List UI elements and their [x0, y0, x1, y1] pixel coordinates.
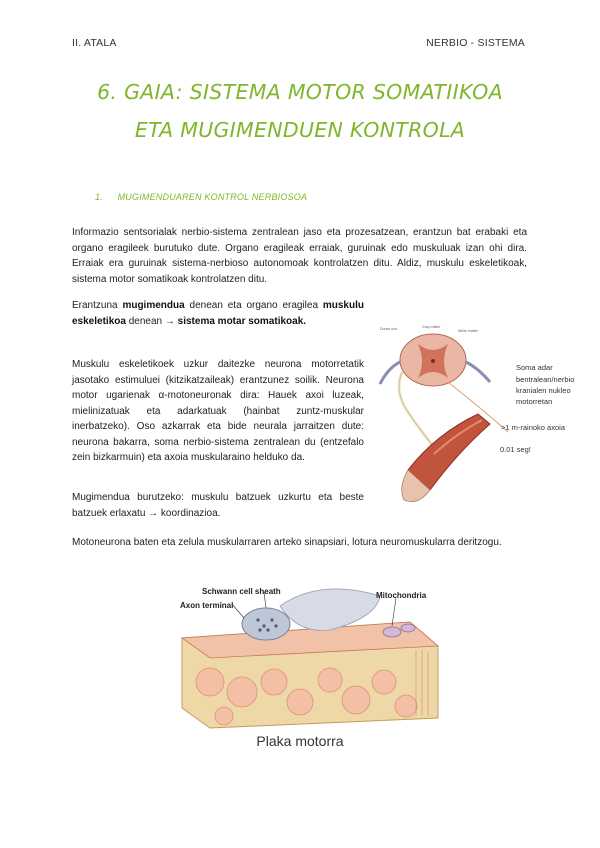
section-heading: [95, 192, 307, 202]
section-label: MUGIMENDUAREN KONTROL NERBIOSOA: [117, 192, 308, 202]
header-right: NERBIO - SISTEMA: [426, 37, 525, 49]
bold-term: mugimendua: [122, 300, 185, 311]
fig2-axon-terminal-label: Axon terminal: [180, 601, 234, 610]
fig2-schwann-label: Schwann cell sheath: [202, 587, 281, 596]
paragraph-coordination: Mugimendua burutzeko: muskulu batzuek uzkurtu eta beste batzuek erlaxatu → koordinazioa.: [72, 492, 364, 519]
motor-end-plate-figure: [180, 578, 440, 728]
paragraph-neuromuscular: Motoneurona baten eta zelula muskularraren arteko sinapsiari, lotura neuromuskularra deritzogu.: [72, 537, 502, 548]
title-line-2: ETA MUGIMENDUEN KONTROLA: [134, 118, 466, 142]
header-left: II. ATALA: [72, 37, 117, 49]
bold-term: sistema motar somatikoak.: [177, 315, 307, 327]
figure-caption: Plaka motorra: [256, 733, 344, 749]
paragraph-intro: Informazio sentsorialak nerbio-sistema zentralean jaso eta prozesatzean, erantzun bat erabaki eta organo eragileek burutuko dute. Organo eragileak erraiak, guruinak edo muskuluak izan ohi dira. Erraiak era guruinak sistema-nerbioso autonomoak kontrolatzen ditu. Aldiz, muskulu eskeletikoak, sistema motor somatikoak kontrolatzen ditu.: [72, 227, 527, 285]
fig1-time-label: 0.01 seg!: [500, 445, 531, 454]
bold-term: muskulu eskeletikoa: [72, 300, 364, 327]
fig1-label-2: bentralean/nerbio: [516, 375, 575, 384]
text-span: denean eta organo eragilea: [184, 300, 323, 311]
paragraph-motoneurons: Muskulu eskeletikoek uzkur daitezke neurona motorretatik jasotako estimuluei (kitzikatzaileak) erantzunez soilik. Neurona motor ugarienak α-motoneuronak dira: Hauek axoi luzeak, mielinizatuak eta adarkatuak (hainbat zuntz-muskular inerbatzeko). Oso azkarrak eta bide neurala jarraitzen dute: neurona bakarra, soma nerbio-sistema zentralean du (entzefalo zein bizkarmuin) eta axoia muskularaino helduko da.: [72, 359, 364, 463]
fig1-label-3: kranialen nukleo: [516, 386, 571, 395]
text-span: denean →: [125, 315, 178, 327]
title-line-1: 6. GAIA: SISTEMA MOTOR SOMATIIKOA: [97, 80, 503, 104]
fig1-label-4: motorretan: [516, 397, 553, 406]
svg-text:White matter: White matter: [458, 329, 478, 333]
svg-text:Gray matter: Gray matter: [422, 325, 441, 329]
svg-text:Dorsal root: Dorsal root: [380, 327, 398, 331]
section-number: 1.: [95, 192, 103, 202]
spinal-cord-figure: [378, 322, 575, 508]
fig1-label-1: Soma adar: [516, 363, 553, 372]
fig1-axon-label: >1 m-rainoko axoia: [501, 423, 565, 432]
fig2-mitochondria-label: Mitochondria: [376, 591, 427, 600]
text-span: Erantzuna: [72, 300, 123, 311]
paragraph-response: [72, 298, 364, 329]
